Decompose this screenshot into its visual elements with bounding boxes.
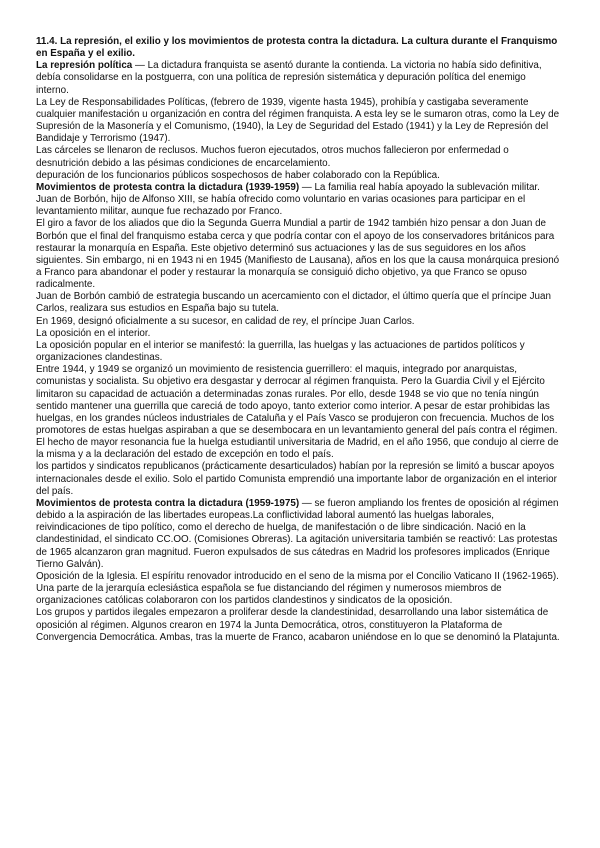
paragraph: Los grupos y partidos ilegales empezaron a proliferar desde la clandestinidad, desarrollando una labor sistemática de oposición al régimen. Algunos crearon en 1974 la Junta Democrática, otros, constituyeron la Plataforma de Convergencia Democrática. Ambas, tras la muerte de Franco, acabaron uniéndose en lo que se denominó la Platajunta.: [36, 607, 560, 643]
paragraph: La oposición popular en el interior se manifestó: la guerrilla, las huelgas y las actuaciones de partidos políticos y organizaciones clandestinas.: [36, 339, 525, 364]
section-heading: Movimientos de protesta contra la dictadura (1939-1959): [36, 181, 300, 193]
paragraph: Entre 1944, y 1949 se organizó un movimiento de resistencia guerrillero: el maquis, integrado por anarquistas, comunistas y socialista. Su objetivo era desgastar y derrocar al régimen franquista. Pero la Guardia Civil y el Ejército limitaron su capacidad de actuación a determinadas zonas rurales. Por ello, desde 1948 se vio que no tenía ningún sentido mantener una guerrilla que careciá de todo apoyo, tanto exterior como interior. A pesar de estar prohibidas las huelgas, en los grandes núcleos industriales de Cataluña y el País Vasco se produjeron con frecuencia. Muchos de los promotores de estas huelgas aspiraban a que se desembocara en un levantamiento general del país contra el régimen.: [36, 364, 558, 436]
page-title: 11.4. La represión, el exilio y los movimientos de protesta contra la dictadura. La cultura durante el Franquismo en España y el exilio.: [36, 36, 558, 60]
paragraph: Juan de Borbón cambió de estrategia buscando un acercamiento con el dictador, el último quería que el príncipe Juan Carlos, realizara sus estudios en España bajo su tutela.: [36, 291, 551, 315]
paragraph: En 1969, designó oficialmente a su sucesor, en calidad de rey, el príncipe Juan Carlos.: [36, 315, 415, 327]
section-heading: Movimientos de protesta contra la dictadura (1959-1975): [36, 497, 300, 509]
paragraph: El hecho de mayor resonancia fue la huelga estudiantil universitaria de Madrid, en el año 1956, que condujo al cierre de la misma y a la declaración del estado de excepción en todo el país.: [36, 437, 559, 461]
paragraph-represion-politica: [36, 60, 560, 96]
paragraph: El giro a favor de los aliados que dio la Segunda Guerra Mundial a partir de 1942 también hizo pensar a don Juan de Borbón que el final del franquismo estaba cerca y que podría contar con el apoyo de los conservadores británicos para restaurar la monarquía en España. Este objetivo determinó sus actuaciones y las de sus seguidores en los años siguientes. Sin embargo, ni en 1943 ni en 1945 (Manifiesto de Lausana), años en los que la causa monárquica presionó a Franco para abandonar el poder y restaurar la monarquía se consiguió dicho objetivo, ya que Franco se opuso radicalmente.: [36, 218, 560, 291]
paragraph: La Ley de Responsabilidades Políticas, (febrero de 1939, vigente hasta 1945), prohibía y castigaba severamente cualquier manifestación u organización en contra del régimen franquista. A esta ley se le sumaron otras, como la Ley de Supresión de la Masonería y el Comunismo, (1940), la Ley de Seguridad del Estado (1941) y la Ley de Represión del Bandidaje y Terrorismo (1947).: [36, 96, 560, 145]
paragraph-movimientos-1939-1959: [36, 182, 560, 218]
paragraph-text: — se fueron ampliando los frentes de oposición al régimen debido a la aspiración de las libertades europeas.La conflictividad laboral aumentó las huelgas laborales, reivindicaciones de tipo político, como el derecho de huelga, de manifestación o de libre sindicación. Nació en la clandestinidad, el sindicato CC.OO. (Comisiones Obreras). La agitación universitaria también se reactivó: Las protestas de 1965 alcanzaron gran magnitud. Fueron expulsados de sus cátedras en Madrid los profesores implicados (Enrique Tierno Galván).: [36, 497, 559, 570]
paragraph: Oposición de la Iglesia. El espíritu renovador introducido en el seno de la misma por el Concilio Vaticano II (1962-1965). Una parte de la jerarquía eclesiástica española se fue distanciando del régimen y numerosos miembros de organizaciones católicas colaboraron con los partidos clandestinos y sindicatos de la oposición.: [36, 570, 559, 607]
paragraph: los partidos y sindicatos republicanos (prácticamente desarticulados) habían por la represión se limitó a buscar apoyos internacionales desde el exilio. Solo el partido Comunista emprendió una importante labor de organización en el interior del país.: [36, 461, 557, 497]
paragraph: Las cárceles se llenaron de reclusos. Muchos fueron ejecutados, otros muchos fallecieron por enfermedad o desnutrición debido a las pésimas condiciones de encarcelamiento.: [36, 145, 509, 169]
section-heading: La represión política: [36, 60, 133, 72]
paragraph: depuración de los funcionarios públicos sospechosos de haber colaborado con la República.: [36, 169, 440, 181]
paragraph-text: — La familia real había apoyado la sublevación militar. Juan de Borbón, hijo de Alfonso XIII, se había ofrecido como voluntario en varias ocasiones para participar en el levantamiento militar, aunque fue rechazado por Franco.: [36, 181, 540, 218]
paragraph: La oposición en el interior.: [36, 327, 151, 339]
paragraph-text: — La dictadura franquista se asentó durante la contienda. La victoria no había sido definitiva, debía consolidarse en la postguerra, con una política de represión sistemática y depuración política del enemigo interno.: [36, 60, 542, 96]
paragraph-movimientos-1959-1975: [36, 498, 560, 571]
